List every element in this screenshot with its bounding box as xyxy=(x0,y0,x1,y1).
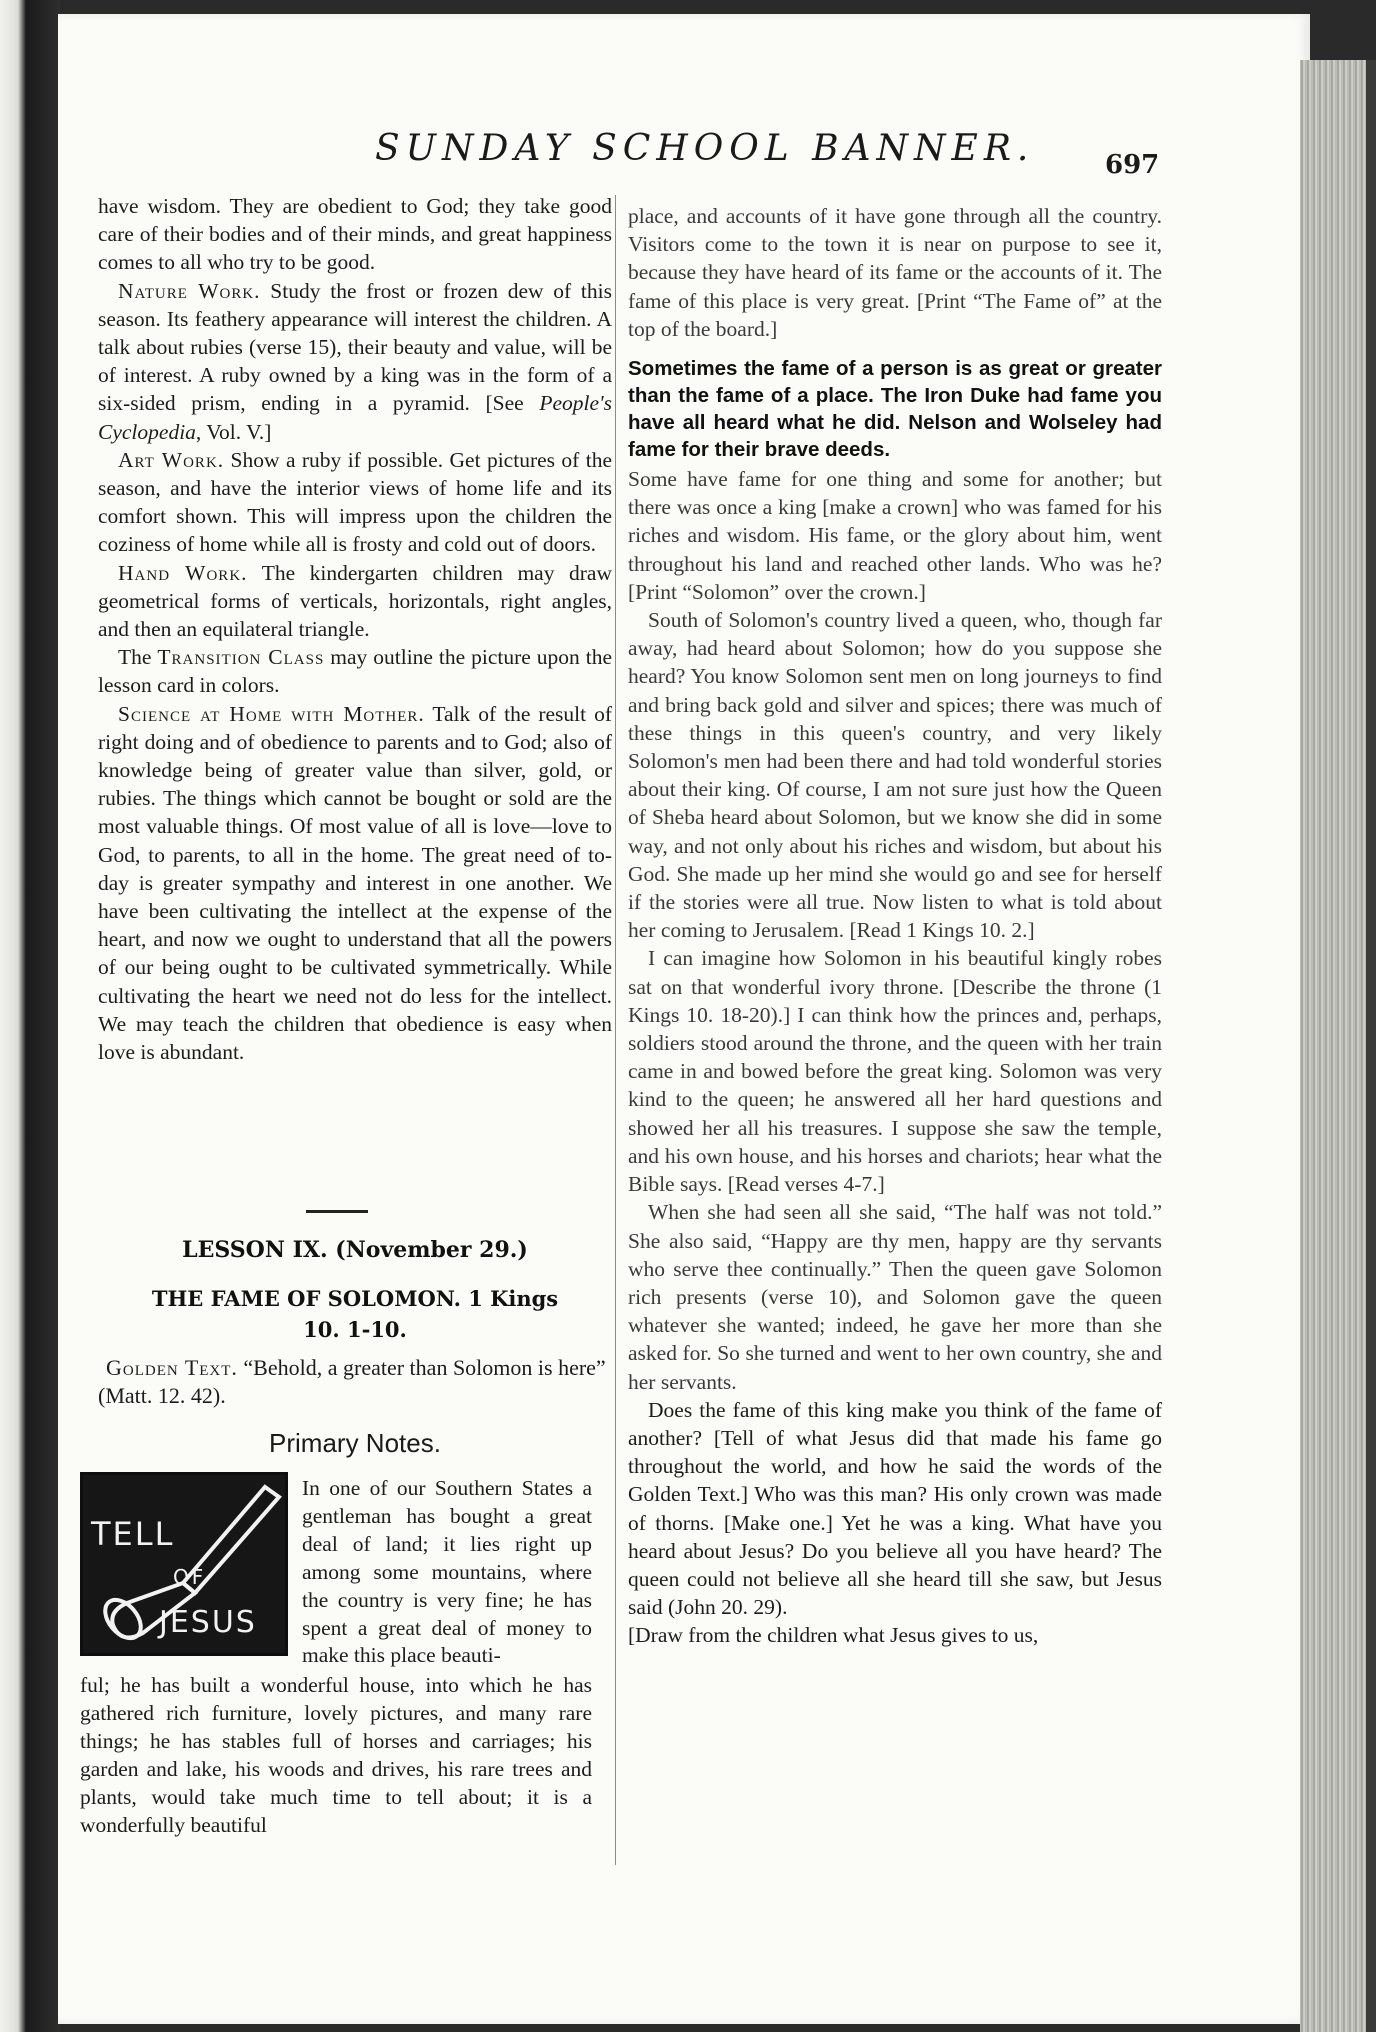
right-paragraph-7: [Draw from the children what Jesus gives to us, xyxy=(628,1623,1039,1648)
golden-text xyxy=(98,1354,612,1410)
column-divider xyxy=(615,195,616,1865)
transition-class-text: may outline the picture upon the lesson card in colors. xyxy=(98,645,612,698)
lesson-title-line-1: THE FAME OF SOLOMON. 1 Kings xyxy=(151,1286,559,1311)
book-spine-edge xyxy=(0,0,60,2032)
transition-class-label: Transition Class xyxy=(157,645,325,670)
lesson-heading xyxy=(98,1237,612,1263)
tell-of-jesus-illustration xyxy=(80,1472,288,1656)
transition-prefix: The xyxy=(118,645,158,670)
lesson-title-line-2: 10. 1-10. xyxy=(303,1317,407,1342)
art-work-label: Art Work. xyxy=(118,447,225,472)
left-paragraph-1: have wisdom. They are obedient to God; they take good care of their bodies and of their minds, and great happiness comes to all who try to be good. xyxy=(98,194,612,275)
lesson-number: LESSON IX. xyxy=(182,1237,328,1263)
jesus-word: JESUS xyxy=(159,1605,257,1640)
right-paragraph-3: South of Solomon's country lived a queen, who, though far away, had heard about Solomon; how do you suppose she heard? You know Solomon sent men on long journeys to find and bring back gold and silver and spices; there was much of these things in this queen's country, and very likely Solomon's men had been there and had told wonderful stories about their king. Of course, I am not sure just how the Queen of Sheba heard about Solomon, but we know she did in some way, and not only about his riches and wisdom, but about his God. She made up her mind she would go and see for herself if the stories were all true. Now listen to what is told about her coming to Jerusalem. [Read 1 Kings 10. 2.] xyxy=(628,608,1162,943)
transition-class-paragraph xyxy=(98,643,612,699)
right-paragraph-6: Does the fame of this king make you think of the fame of another? [Tell of what Jesus did that made his fame go throughout the world, and how he said the words of the Golden Text.] Who was this man? His only crown was made of thorns. [Make one.] Yet he was a king. What have you heard about Jesus? Do you believe all you have heard? The queen could not believe all she heard till she saw, but Jesus said (John 20. 29). xyxy=(628,1397,1162,1620)
right-paragraph-1: place, and accounts of it have gone through all the country. Visitors come to the town it is near on purpose to see it, because they have heard of its fame or the accounts of it. The fame of this place is very great. [Print “The Fame of” at the top of the board.] xyxy=(628,204,1162,341)
hand-work-paragraph xyxy=(98,559,612,644)
right-column xyxy=(628,202,1162,1650)
right-bold-paragraph: Sometimes the fame of a person is as great or greater than the fame of a place. The Iron Duke had fame you have all heard what he did. Nelson and Wolseley had fame for their brave deeds. xyxy=(628,357,1162,462)
art-work-paragraph xyxy=(98,446,612,559)
lesson-date: (November 29.) xyxy=(335,1237,528,1263)
golden-text-label: Golden Text. xyxy=(106,1355,238,1380)
primary-notes-continued: ful; he has built a wonderful house, into which he has gathered rich furniture, lovely pictures, and many rare things; he has stables full of horses and carriages; his garden and lake, his woods and drives, his rare trees and plants, would take much time to tell about; it is a wonderfully beautiful xyxy=(80,1673,592,1837)
primary-notes-heading: Primary Notes. xyxy=(269,1428,441,1458)
left-column xyxy=(98,192,612,1066)
section-rule xyxy=(306,1210,368,1213)
right-paragraph-5: When she had seen all she said, “The half was not told.” She also said, “Happy are thy men, happy are thy servants who serve thee continually.” Then the queen gave Solomon rich presents (verse 10), and Solomon gave the queen whatever she wanted; indeed, he gave her more than she asked for. So she turned and went to her own country, she and her servants. xyxy=(628,1200,1162,1394)
page-number: 697 xyxy=(1105,150,1160,180)
science-paragraph xyxy=(98,700,612,1067)
science-text: Talk of the result of right doing and of obedience to parents and to God; also of knowledge being of greater value than silver, gold, or rubies. The things which cannot be bought or sold are the most valuable things. Of most value of all is love—love to God, to parents, to all in the home. The great need of to-day is greater sympathy and interest in one another. We have been cultivating the intellect at the expense of the heart, and now we ought to understand that all the powers of our being ought to be cultivated symmetrically. While cultivating the heart we need not do less for the intellect. We may teach the children that obedience is easy when love is abundant. xyxy=(98,701,612,1065)
science-label: Science at Home with Mother. xyxy=(118,701,425,726)
nature-work-end: , Vol. V.] xyxy=(195,419,272,444)
of-word: OF xyxy=(173,1565,207,1589)
running-header: SUNDAY SCHOOL BANNER. xyxy=(375,128,1035,169)
hand-work-label: Hand Work. xyxy=(118,560,248,585)
page-stack-edge xyxy=(1300,60,1376,2032)
right-paragraph-2: Some have fame for one thing and some for another; but there was once a king [make a crown] who was famed for his riches and wisdom. His fame, or the glory about him, went throughout his land and reached other lands. Who was he? [Print “Solomon” over the crown.] xyxy=(628,467,1162,604)
tell-word: TELL xyxy=(91,1515,175,1553)
right-paragraph-4: I can imagine how Solomon in his beautiful kingly robes sat on that wonderful ivory throne. [Describe the throne (1 Kings 10. 18-20).] I can think how the princes and, perhaps, soldiers stood around the throne, and the queen with her train came in and bowed before the great king. Solomon was very kind to the queen; he answered all her hard questions and showed her all his treasures. I suppose she saw the temple, and his own house, and his horses and chariots; hear what the Bible says. [Read verses 4-7.] xyxy=(628,946,1162,1197)
nature-work-paragraph xyxy=(98,277,612,446)
nature-work-reference: People's Cyclopedia xyxy=(98,391,612,444)
hand-work-text: The kindergarten children may draw geometrical forms of verticals, horizontals, right angles, and then an equilateral triangle. xyxy=(98,560,612,642)
nature-work-label: Nature Work. xyxy=(118,278,261,303)
golden-text-quote: “Behold, a greater than Solomon is here” (Matt. 12. 42). xyxy=(98,1355,606,1408)
art-work-text: Show a ruby if possible. Get pictures of the season, and have the interior views of home life and its comfort shown. This will impress upon the children the coziness of home while all is frosty and cold out of doors. xyxy=(98,447,612,557)
nature-work-text: Study the frost or frozen dew of this season. Its feathery appearance will interest the children. A talk about rubies (verse 15), their beauty and value, will be of interest. A ruby owned by a king was in the form of a six-sided prism, ending in a pyramid. [See xyxy=(98,278,612,416)
lesson-title xyxy=(98,1283,612,1345)
primary-notes-wrap-text: In one of our Southern States a gentleman has bought a great deal of land; it lies right up among some mountains, where the country is very fine; he has spent a great deal of money to make this place beauti- xyxy=(302,1476,592,1668)
